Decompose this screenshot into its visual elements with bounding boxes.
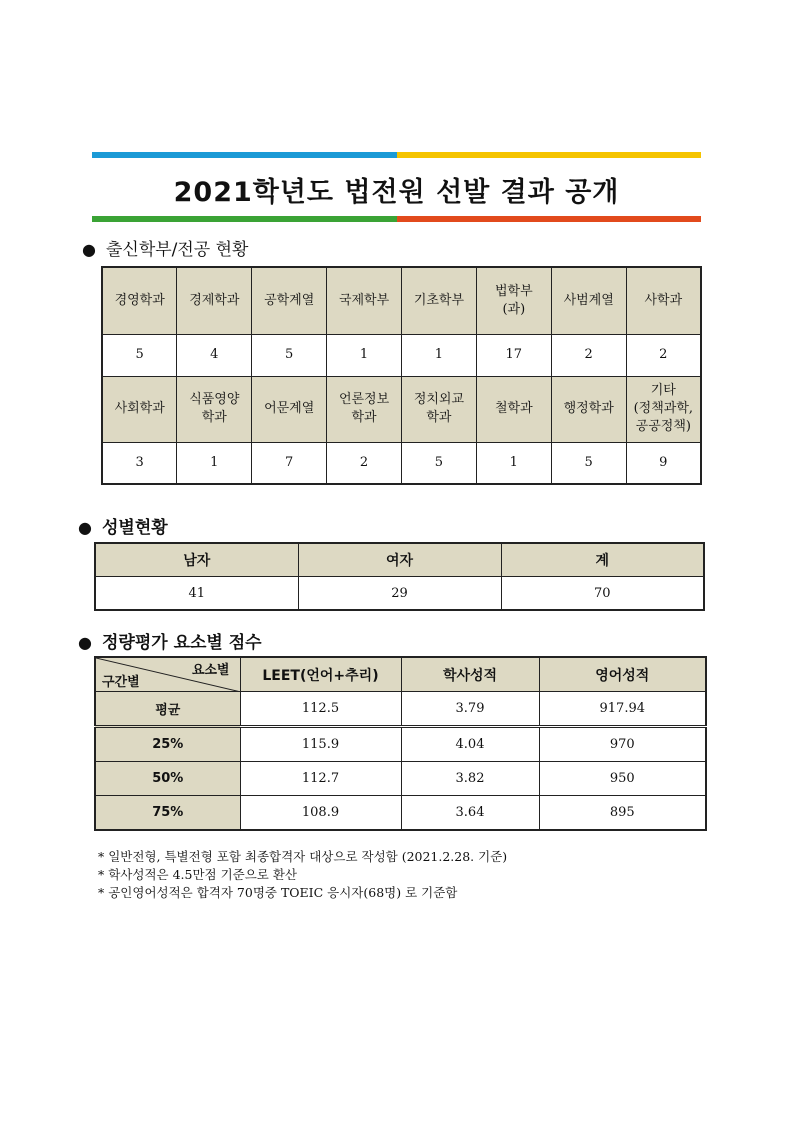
corner-label-top: 요소별 [191, 663, 230, 678]
major-value-row-2 [102, 442, 701, 484]
major-value-cell: 2 [551, 334, 626, 376]
major-header-cell: 사회학과 [102, 376, 177, 442]
score-header-cell: LEET(언어+추리) [240, 657, 401, 692]
section-heading-text: 정량평가 요소별 점수 [101, 633, 262, 653]
gender-header-cell: 계 [501, 543, 704, 577]
page-title: 2021학년도 법전원 선발 결과 공개 [173, 177, 620, 208]
major-value-cell: 7 [252, 442, 327, 484]
major-header-cell: 행정학과 [551, 376, 626, 442]
bar-segment-green [92, 216, 397, 222]
major-value-cell: 1 [177, 442, 252, 484]
major-header-cell: 공학계열 [252, 267, 327, 334]
gender-header-cell: 남자 [95, 543, 298, 577]
score-row-label: 평균 [95, 692, 240, 727]
major-header-cell: 기초학부 [402, 267, 477, 334]
bar-segment-red [397, 216, 702, 222]
major-header-row-2 [102, 376, 701, 442]
major-header-cell: 식품영양 학과 [177, 376, 252, 442]
major-header-row-1 [102, 267, 701, 334]
gender-value-cell: 41 [95, 577, 298, 611]
score-value-cell: 4.04 [401, 727, 539, 762]
gender-value-cell: 29 [298, 577, 501, 611]
major-header-cell: 국제학부 [327, 267, 402, 334]
bullet-icon: ● [82, 240, 96, 259]
score-table [94, 656, 707, 831]
title-top-color-bar [92, 152, 701, 158]
score-row-label: 50% [95, 762, 240, 796]
score-value-cell: 3.79 [401, 692, 539, 727]
major-value-cell: 2 [327, 442, 402, 484]
major-header-cell: 사학과 [626, 267, 701, 334]
gender-header-cell: 여자 [298, 543, 501, 577]
score-value-cell: 115.9 [240, 727, 401, 762]
score-value-cell: 108.9 [240, 796, 401, 831]
score-value-cell: 112.7 [240, 762, 401, 796]
major-value-cell: 9 [626, 442, 701, 484]
major-header-cell: 정치외교 학과 [402, 376, 477, 442]
score-value-cell: 895 [539, 796, 706, 831]
major-header-cell: 법학부 (과) [476, 267, 551, 334]
section-heading-text: 성별현황 [101, 518, 168, 538]
major-value-cell: 4 [177, 334, 252, 376]
major-header-cell: 어문계열 [252, 376, 327, 442]
major-value-cell: 3 [102, 442, 177, 484]
major-header-cell: 사범계열 [551, 267, 626, 334]
score-value-cell: 3.82 [401, 762, 539, 796]
gender-table [94, 542, 705, 611]
bar-segment-blue [92, 152, 397, 158]
section-heading-gender [78, 513, 168, 538]
score-row [95, 692, 706, 727]
major-header-cell: 언론정보 학과 [327, 376, 402, 442]
score-row [95, 762, 706, 796]
major-header-cell: 철학과 [476, 376, 551, 442]
major-header-cell: 경제학과 [177, 267, 252, 334]
major-value-cell: 2 [626, 334, 701, 376]
major-value-cell: 5 [551, 442, 626, 484]
major-value-row-1 [102, 334, 701, 376]
section-heading-score [78, 628, 262, 653]
bullet-icon: ● [78, 633, 92, 652]
score-value-cell: 917.94 [539, 692, 706, 727]
title-bottom-color-bar [92, 216, 701, 222]
score-header-cell: 영어성적 [539, 657, 706, 692]
footnote: * 학사성적은 4.5만점 기준으로 환산 [98, 867, 297, 882]
score-corner-cell [95, 657, 240, 692]
footnote: * 공인영어성적은 합격자 70명중 TOEIC 응시자(68명) 로 기준함 [98, 885, 458, 900]
major-value-cell: 17 [476, 334, 551, 376]
major-header-cell: 기타 (정책과학, 공공정책) [626, 376, 701, 442]
score-value-cell: 3.64 [401, 796, 539, 831]
score-row [95, 727, 706, 762]
major-value-cell: 5 [252, 334, 327, 376]
score-value-cell: 112.5 [240, 692, 401, 727]
score-row [95, 796, 706, 831]
major-value-cell: 1 [476, 442, 551, 484]
bullet-icon: ● [78, 518, 92, 537]
score-header-row [95, 657, 706, 692]
footnotes [98, 848, 507, 902]
footnote: * 일반전형, 특별전형 포함 최종합격자 대상으로 작성함 (2021.2.28. 기준) [98, 849, 508, 864]
score-value-cell: 950 [539, 762, 706, 796]
section-heading-major [82, 235, 248, 260]
major-header-cell: 경영학과 [102, 267, 177, 334]
major-value-cell: 5 [102, 334, 177, 376]
major-value-cell: 1 [327, 334, 402, 376]
gender-value-cell: 70 [501, 577, 704, 611]
bar-segment-yellow [397, 152, 702, 158]
score-row-label: 75% [95, 796, 240, 831]
score-header-cell: 학사성적 [401, 657, 539, 692]
corner-label-bottom: 구간별 [102, 675, 140, 690]
major-table [101, 266, 702, 485]
gender-header-row [95, 543, 704, 577]
section-heading-text: 출신학부/전공 현황 [105, 240, 249, 260]
score-row-label: 25% [95, 727, 240, 762]
gender-value-row [95, 577, 704, 611]
score-value-cell: 970 [539, 727, 706, 762]
major-value-cell: 5 [402, 442, 477, 484]
major-value-cell: 1 [402, 334, 477, 376]
